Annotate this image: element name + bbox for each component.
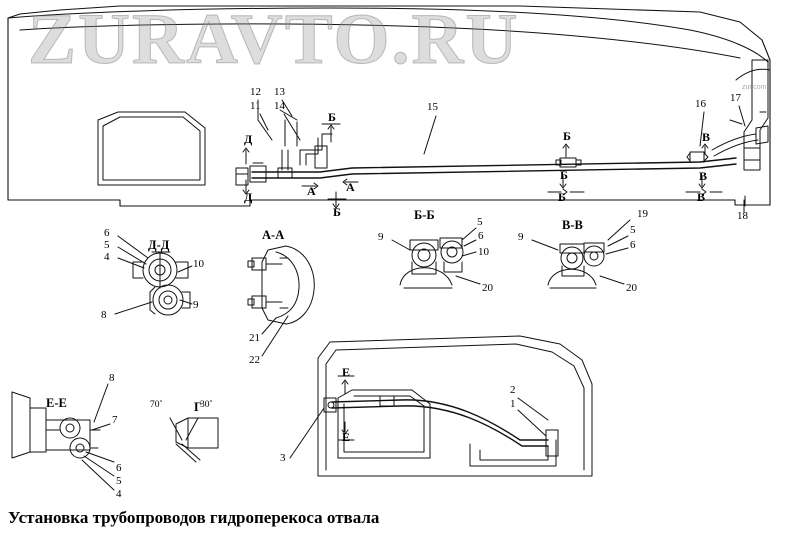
- section-mark-v-bottom-2: В: [697, 190, 706, 204]
- callout-12: 12: [250, 86, 261, 98]
- callout-dd-6: 6: [104, 227, 110, 239]
- section-mark-e-bottom: Е: [342, 430, 351, 444]
- callout-bb-5: 5: [477, 216, 483, 228]
- section-mark-b-mid-top: Б: [563, 129, 571, 143]
- watermark-subtext: zur.com: [742, 84, 767, 91]
- callout-bb-9: 9: [378, 231, 384, 243]
- section-title-ee: Е-Е: [46, 396, 67, 410]
- callout-17: 17: [730, 92, 741, 104]
- callout-bb-20: 20: [482, 282, 493, 294]
- section-title-bb: Б-Б: [414, 208, 435, 222]
- section-mark-b-bottom: Б: [333, 205, 341, 219]
- section-mark-d-top: Д: [244, 132, 253, 146]
- section-mark-e-top: Е: [342, 365, 351, 379]
- callout-dd-9: 9: [193, 299, 199, 311]
- section-title-dd: Д-Д: [148, 238, 170, 252]
- callout-3: 3: [280, 452, 286, 464]
- callout-bb-6: 6: [478, 230, 484, 242]
- section-mark-b-mid-bottom-2: Б: [558, 190, 566, 204]
- callout-14: 14: [274, 100, 285, 112]
- figure-caption: Установка трубопроводов гидроперекоса отвала: [8, 508, 380, 527]
- callout-13: 13: [274, 86, 285, 98]
- callout-aa-21: 21: [249, 332, 260, 344]
- callout-18: 18: [737, 210, 748, 222]
- section-mark-a-left: А: [307, 184, 316, 198]
- callout-2: 2: [510, 384, 516, 396]
- section-title-aa: А-А: [262, 228, 285, 242]
- section-title-g: Г: [194, 400, 202, 414]
- section-mark-v-bottom: В: [699, 169, 708, 183]
- callout-vv-20: 20: [626, 282, 637, 294]
- section-mark-d-bottom: Д: [244, 190, 253, 204]
- callout-vv-6: 6: [630, 239, 636, 251]
- section-mark-b-top: Б: [328, 110, 336, 124]
- callout-ee-8: 8: [109, 372, 115, 384]
- callout-ee-6: 6: [116, 462, 122, 474]
- callout-ee-7: 7: [112, 414, 118, 426]
- callout-1: 1: [510, 398, 516, 410]
- callout-11: 11: [250, 100, 261, 112]
- section-title-vv: В-В: [562, 218, 583, 232]
- angle-label-30: 30˚: [200, 400, 213, 410]
- section-mark-a-right: А: [346, 180, 355, 194]
- callout-vv-9: 9: [518, 231, 524, 243]
- callout-16: 16: [695, 98, 706, 110]
- callout-15: 15: [427, 101, 438, 113]
- callout-bb-10: 10: [478, 246, 489, 258]
- section-mark-v-top: В: [702, 130, 711, 144]
- section-mark-b-mid-bottom: Б: [560, 168, 568, 182]
- callout-dd-5: 5: [104, 239, 110, 251]
- callout-19: 19: [637, 208, 648, 220]
- callout-dd-8: 8: [101, 309, 107, 321]
- callout-ee-4: 4: [116, 488, 122, 500]
- callout-vv-5: 5: [630, 224, 636, 236]
- callout-aa-22: 22: [249, 354, 260, 366]
- watermark-text: ZURAVTO.RU: [28, 0, 520, 79]
- callout-ee-5: 5: [116, 475, 122, 487]
- callout-dd-4: 4: [104, 251, 110, 263]
- angle-label-70: 70˚: [150, 400, 163, 410]
- callout-dd-10: 10: [193, 258, 204, 270]
